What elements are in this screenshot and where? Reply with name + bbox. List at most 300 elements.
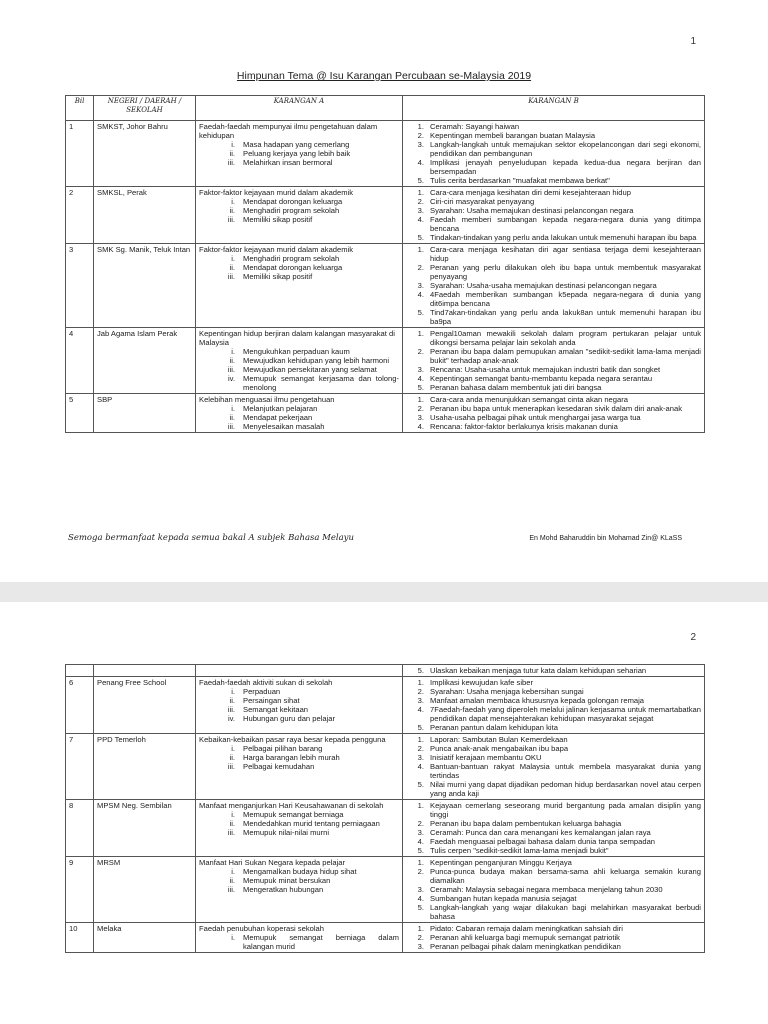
karangan-b-cell [403, 800, 705, 857]
point-text: Mendedahkan murid tentang perniagaan [243, 819, 380, 828]
table-row [66, 187, 705, 244]
header-karangan-b: KARANGAN B [403, 96, 705, 121]
point-numeral: iii. [227, 705, 235, 714]
topic-number: 5. [417, 846, 424, 855]
topic-number: 1. [417, 122, 424, 131]
table-row [66, 734, 705, 800]
topic-number: 4. [417, 762, 424, 771]
karangan-b-topic [406, 828, 701, 837]
header-school: NEGERI / DAERAH / SEKOLAH [94, 96, 196, 121]
karangan-a-point [209, 413, 399, 422]
karangan-b-cell [403, 923, 705, 953]
karangan-a-cell [196, 121, 403, 187]
karangan-a-points [199, 254, 399, 281]
row-number: 5 [66, 394, 94, 433]
topic-text: Ceramah: Sayangi haiwan [430, 122, 520, 131]
karangan-b-topic [406, 894, 701, 903]
karangan-b-topic [406, 197, 701, 206]
karangan-b-topic [406, 140, 701, 158]
karangan-a-topic: Kelebihan menguasai ilmu pengetahuan [199, 395, 335, 404]
topic-number: 2. [417, 131, 424, 140]
karangan-b-topic [406, 263, 701, 281]
karangan-a-point [209, 404, 399, 413]
karangan-b-topic [406, 188, 701, 197]
karangan-b-topic [406, 678, 701, 687]
karangan-b-topic [406, 308, 701, 326]
topic-text: Tulis cerpen "sedikit-sedikit lama-lama menjadi bukit" [430, 846, 609, 855]
karangan-b-topic [406, 903, 701, 921]
topic-number: 2. [417, 404, 424, 413]
karangan-a-point [209, 140, 399, 149]
point-numeral: i. [231, 197, 235, 206]
table-row [66, 800, 705, 857]
karangan-a-cell [196, 857, 403, 923]
topic-number: 5. [417, 308, 424, 317]
point-text: Memupuk semangat berniaga dalam kalangan murid [243, 933, 399, 951]
karangan-b-topic [406, 744, 701, 753]
topic-text: Syarahan: Usaha menjaga kebersihan sungai [430, 687, 584, 696]
topic-number: 4. [417, 837, 424, 846]
karangan-b-topic [406, 753, 701, 762]
karangan-a-cell [196, 677, 403, 734]
karangan-b-cell [403, 394, 705, 433]
school-name: SBP [94, 394, 196, 433]
karangan-b-topic [406, 885, 701, 894]
point-text: Memiliki sikap positif [243, 215, 313, 224]
school-name: Penang Free School [94, 677, 196, 734]
karangan-a-point [209, 356, 399, 365]
karangan-b-topic [406, 158, 701, 176]
point-text: Menghadiri program sekolah [243, 254, 340, 263]
karangan-a-points [199, 140, 399, 167]
table-row [66, 857, 705, 923]
topic-text: Peranan ibu bapa dalam pemupukan amalan "sedikit-sedikit lama-lama menjadi bukit" terhadap anak-anak [430, 347, 701, 365]
topic-number: 3. [417, 281, 424, 290]
topic-text: Peranan pelbagai pihak dalam meningkatkan pendidikan [430, 942, 621, 951]
topic-number: 4. [417, 290, 424, 299]
karangan-b-topic [406, 206, 701, 215]
karangan-b-cell [403, 677, 705, 734]
topic-number: 1. [417, 924, 424, 933]
point-text: Semangat kekitaan [243, 705, 309, 714]
karangan-b-topic [406, 858, 701, 867]
topic-number: 5. [417, 903, 424, 912]
point-text: Memiliki sikap positif [243, 272, 313, 281]
point-numeral: iii. [227, 762, 235, 771]
school-name [94, 665, 196, 677]
karangan-a-points [199, 933, 399, 951]
topic-number: 1. [417, 678, 424, 687]
karangan-b-topic [406, 245, 701, 263]
table-row [66, 121, 705, 187]
topic-text: Nilai murni yang dapat dijadikan pedoman hidup berdasarkan novel atau cerpen yang anda kaji [430, 780, 701, 798]
row-number: 2 [66, 187, 94, 244]
author-credit: En Mohd Baharuddin bin Mohamad Zin@ KLaSS [529, 535, 682, 542]
karangan-b-cell [403, 665, 705, 677]
topic-number: 2. [417, 744, 424, 753]
karangan-a-points [199, 404, 399, 431]
point-numeral: ii. [229, 206, 235, 215]
topic-number: 5. [417, 780, 424, 789]
karangan-b-topics [406, 858, 701, 921]
topic-text: Ulaskan kebaikan menjaga tutur kata dalam kehidupan seharian [430, 666, 647, 675]
karangan-a-point [209, 744, 399, 753]
karangan-a-cell [196, 394, 403, 433]
point-text: Mendapat dorongan keluarga [243, 197, 343, 206]
point-text: Memupuk minat bersukan [243, 876, 331, 885]
point-text: Mengeratkan hubungan [243, 885, 324, 894]
point-numeral: iii. [227, 828, 235, 837]
topic-number: 4. [417, 894, 424, 903]
karangan-a-points [199, 810, 399, 837]
point-text: Menghadiri program sekolah [243, 206, 340, 215]
karangan-a-point [209, 810, 399, 819]
topic-number: 2. [417, 687, 424, 696]
topic-text: Sumbangan hutan kepada manusia sejagat [430, 894, 577, 903]
topic-text: Laporan: Sambutan Bulan Kemerdekaan [430, 735, 568, 744]
karangan-a-cell [196, 800, 403, 857]
topic-text: Manfaat amalan membaca khususnya kepada golongan remaja [430, 696, 645, 705]
topic-text: Inisiatif kerajaan membantu OKU [430, 753, 542, 762]
point-text: Mengamalkan budaya hidup sihat [243, 867, 357, 876]
topic-number: 4. [417, 374, 424, 383]
point-numeral: ii. [229, 753, 235, 762]
topic-text: Kepentingan penganjuran Minggu Kerjaya [430, 858, 572, 867]
point-numeral: iv. [227, 374, 235, 383]
topic-number: 1. [417, 395, 424, 404]
karangan-a-point [209, 365, 399, 374]
topic-number: 5. [417, 666, 424, 675]
point-text: Melahirkan insan bermoral [243, 158, 333, 167]
topic-number: 1. [417, 188, 424, 197]
topic-number: 5. [417, 233, 424, 242]
karangan-a-point [209, 696, 399, 705]
karangan-b-cell [403, 734, 705, 800]
topic-number: 1. [417, 329, 424, 338]
karangan-a-topic: Faedah-faedah mempunyai ilmu pengetahuan dalam kehidupan [199, 122, 378, 140]
karangan-a-point [209, 263, 399, 272]
topic-text: 4Faedah memberikan sumbangan k5epada negara-negara di dunia yang dit6impa bencana [430, 290, 701, 308]
topic-text: Peranan bahasa dalam membentuk jati diri bangsa [430, 383, 602, 392]
karangan-b-cell [403, 121, 705, 187]
karangan-b-topics [406, 122, 701, 185]
topic-number: 2. [417, 197, 424, 206]
table-row [66, 328, 705, 394]
school-name: Melaka [94, 923, 196, 953]
karangan-b-topic [406, 723, 701, 732]
karangan-a-point [209, 687, 399, 696]
topic-text: Tulis cerita berdasarkan "muafakat membawa berkat" [430, 176, 610, 185]
topic-text: Pengal10aman mewakili sekolah dalam program pertukaran pelajar untuk dikongsi bersama pelajar lain sekolah anda [430, 329, 701, 347]
table-row [66, 394, 705, 433]
karangan-b-topics [406, 801, 701, 855]
document-title: Himpunan Tema @ Isu Karangan Percubaan se-Malaysia 2019 [236, 70, 532, 82]
topic-number: 3. [417, 140, 424, 149]
karangan-a-points [199, 744, 399, 771]
karangan-a-cell [196, 244, 403, 328]
theme-table [65, 95, 705, 433]
karangan-b-topic [406, 837, 701, 846]
karangan-b-topic [406, 233, 701, 242]
row-number: 9 [66, 857, 94, 923]
karangan-a-point [209, 374, 399, 392]
karangan-b-topic [406, 329, 701, 347]
topic-text: Cara-cara menjaga kesihatan diri demi kesejahteraan hidup [430, 188, 631, 197]
karangan-a-point [209, 705, 399, 714]
point-numeral: iii. [227, 885, 235, 894]
karangan-a-point [209, 828, 399, 837]
karangan-a-topic: Faktor-faktor kejayaan murid dalam akademik [199, 245, 354, 254]
point-numeral: i. [231, 687, 235, 696]
school-name: SMKSL, Perak [94, 187, 196, 244]
row-number: 7 [66, 734, 94, 800]
topic-number: 3. [417, 885, 424, 894]
theme-table-continued [65, 664, 705, 953]
karangan-a-topic: Faedah-faedah aktiviti sukan di sekolah [199, 678, 333, 687]
topic-number: 3. [417, 696, 424, 705]
topic-number: 2. [417, 347, 424, 356]
point-text: Pelbagai kemudahan [243, 762, 315, 771]
topic-number: 3. [417, 942, 424, 951]
karangan-a-point [209, 272, 399, 281]
topic-number: 2. [417, 819, 424, 828]
topic-text: Kepentingan semangat bantu-membantu kepada negara serantau [430, 374, 653, 383]
karangan-b-topics [406, 245, 701, 326]
point-numeral: ii. [229, 263, 235, 272]
point-text: Menyelesaikan masalah [243, 422, 325, 431]
point-numeral: iii. [227, 272, 235, 281]
topic-text: Tind7akan-tindakan yang perlu anda lakuk8an untuk memenuhi harapan ibu ba9pa [430, 308, 701, 326]
point-text: Masa hadapan yang cemerlang [243, 140, 350, 149]
karangan-b-topic [406, 666, 701, 675]
point-numeral: ii. [229, 356, 235, 365]
karangan-a-point [209, 876, 399, 885]
point-text: Peluang kerjaya yang lebih baik [243, 149, 351, 158]
karangan-a-point [209, 867, 399, 876]
karangan-b-topic [406, 933, 701, 942]
page-number: 2 [690, 632, 696, 643]
point-text: Memupuk semangat berniaga [243, 810, 344, 819]
karangan-a-cell [196, 328, 403, 394]
topic-text: Punca anak-anak mengabaikan ibu bapa [430, 744, 569, 753]
topic-number: 3. [417, 413, 424, 422]
school-name: SMK Sg. Manik, Teluk Intan [94, 244, 196, 328]
point-numeral: i. [231, 933, 235, 942]
topic-number: 3. [417, 753, 424, 762]
point-numeral: iii. [227, 422, 235, 431]
karangan-b-topic [406, 215, 701, 233]
karangan-a-points [199, 867, 399, 894]
karangan-b-topic [406, 801, 701, 819]
point-numeral: iii. [227, 215, 235, 224]
header-karangan-a: KARANGAN A [196, 96, 403, 121]
topic-number: 3. [417, 206, 424, 215]
karangan-a-point [209, 933, 399, 951]
topic-text: Peranan ibu bapa dalam pembentukan keluarga bahagia [430, 819, 622, 828]
document-page-2 [0, 602, 768, 1024]
karangan-a-point [209, 149, 399, 158]
karangan-a-topic: Kebaikan-kebaikan pasar raya besar kepada pengguna [199, 735, 386, 744]
karangan-a-point [209, 885, 399, 894]
karangan-a-topic: Manfaat Hari Sukan Negara kepada pelajar [199, 858, 346, 867]
school-name: PPD Temerloh [94, 734, 196, 800]
topic-text: Pidato: Cabaran remaja dalam meningkatkan sahsiah diri [430, 924, 623, 933]
topic-number: 4. [417, 158, 424, 167]
karangan-b-topic [406, 780, 701, 798]
topic-text: Langkah-langkah yang wajar dilakukan bagi melahirkan masyarakat berbudi bahasa [430, 903, 701, 921]
karangan-b-topic [406, 687, 701, 696]
point-text: Mendapat dorongan keluarga [243, 263, 343, 272]
topic-text: Usaha-usaha pelbagai pihak untuk menghargai jasa warga tua [430, 413, 641, 422]
karangan-a-topic: Kepentingan hidup berjiran dalam kalangan masyarakat di Malaysia [199, 329, 395, 347]
karangan-b-topic [406, 365, 701, 374]
table-row [66, 923, 705, 953]
topic-number: 3. [417, 365, 424, 374]
karangan-b-topic [406, 413, 701, 422]
point-text: Memupuk nilai-nilai murni [243, 828, 330, 837]
point-text: Persaingan sihat [243, 696, 300, 705]
karangan-b-topics [406, 678, 701, 732]
topic-number: 4. [417, 422, 424, 431]
topic-number: 5. [417, 723, 424, 732]
topic-number: 4. [417, 215, 424, 224]
point-text: Pelbagai pilihan barang [243, 744, 323, 753]
topic-text: Cara-cara anda menunjukkan semangat cinta akan negara [430, 395, 628, 404]
topic-text: Peranan yang perlu dilakukan oleh ibu bapa untuk membentuk masyarakat penyayang [430, 263, 701, 281]
karangan-b-topics [406, 329, 701, 392]
karangan-b-cell [403, 187, 705, 244]
karangan-b-topic [406, 846, 701, 855]
point-text: Melanjutkan pelajaran [243, 404, 318, 413]
karangan-a-point [209, 422, 399, 431]
karangan-b-topic [406, 347, 701, 365]
karangan-a-point [209, 762, 399, 771]
point-numeral: ii. [229, 413, 235, 422]
karangan-a-cell [196, 734, 403, 800]
page-number: 1 [690, 36, 696, 47]
topic-text: Syarahan: Usaha memajukan destinasi pelancongan negara [430, 206, 634, 215]
topic-text: Peranan ahli keluarga bagi memupuk semangat patriotik [430, 933, 620, 942]
point-numeral: i. [231, 347, 235, 356]
table-row [66, 665, 705, 677]
school-name: Jab Agama Islam Perak [94, 328, 196, 394]
topic-text: Kepentingan membeli barangan buatan Malaysia [430, 131, 596, 140]
topic-text: Implikasi kewujudan kafe siber [430, 678, 533, 687]
karangan-b-cell [403, 857, 705, 923]
topic-text: Cara-cara menjaga kesihatan diri agar sentiasa terjaga demi kesejahteraan hidup [430, 245, 701, 263]
point-text: Perpaduan [243, 687, 281, 696]
karangan-b-topic [406, 696, 701, 705]
topic-text: Punca-punca budaya makan bersama-sama ahli keluarga semakin kurang diamalkan [430, 867, 701, 885]
karangan-b-topics [406, 666, 701, 675]
karangan-a-point [209, 158, 399, 167]
topic-text: Implikasi jenayah penyeludupan kepada kedua-dua negara berjiran dan bersempadan [430, 158, 701, 176]
point-text: Mendapat pekerjaan [243, 413, 313, 422]
karangan-a-topic: Faktor-faktor kejayaan murid dalam akademik [199, 188, 354, 197]
karangan-a-cell [196, 923, 403, 953]
karangan-b-topic [406, 404, 701, 413]
table-header-row [66, 96, 705, 121]
row-number: 6 [66, 677, 94, 734]
row-number: 4 [66, 328, 94, 394]
karangan-a-point [209, 753, 399, 762]
karangan-b-topic [406, 867, 701, 885]
karangan-a-cell [196, 187, 403, 244]
topic-text: Langkah-langkah untuk memajukan sektor ekopelancongan dari segi ekonomi, pendidikan dan pembangunan [430, 140, 701, 158]
row-number: 8 [66, 800, 94, 857]
karangan-b-topic [406, 735, 701, 744]
topic-text: Ceramah: Punca dan cara menangani kes kemalangan jalan raya [430, 828, 651, 837]
row-number: 1 [66, 121, 94, 187]
topic-text: Rencana: faktor-faktor berlakunya krisis makanan dunia [430, 422, 618, 431]
row-number: 3 [66, 244, 94, 328]
karangan-b-topics [406, 188, 701, 242]
point-numeral: ii. [229, 876, 235, 885]
topic-number: 1. [417, 858, 424, 867]
karangan-b-topic [406, 705, 701, 723]
point-text: Mewujudkan persekitaran yang selamat [243, 365, 377, 374]
table-body [66, 121, 705, 433]
karangan-a-points [199, 347, 399, 392]
karangan-a-point [209, 714, 399, 723]
closing-note: Semoga bermanfaat kepada semua bakal A subjek Bahasa Melayu [68, 533, 354, 543]
karangan-a-point [209, 197, 399, 206]
karangan-b-topic [406, 422, 701, 431]
table-body [66, 665, 705, 953]
topic-number: 5. [417, 383, 424, 392]
karangan-b-topics [406, 395, 701, 431]
table-row [66, 677, 705, 734]
topic-text: Kejayaan cemerlang seseorang murid bergantung pada amalan disiplin yang tinggi [430, 801, 701, 819]
karangan-a-point [209, 347, 399, 356]
row-number [66, 665, 94, 677]
karangan-a-points [199, 687, 399, 723]
topic-text: Bantuan-bantuan rakyat Malaysia untuk membela masyarakat dunia yang tertindas [430, 762, 701, 780]
karangan-b-cell [403, 328, 705, 394]
point-numeral: i. [231, 254, 235, 263]
topic-number: 2. [417, 263, 424, 272]
karangan-b-topics [406, 735, 701, 798]
point-numeral: i. [231, 744, 235, 753]
header-bil: Bil [66, 96, 94, 121]
topic-text: Rencana: Usaha-usaha untuk memajukan industri batik dan songket [430, 365, 661, 374]
karangan-b-topic [406, 819, 701, 828]
point-numeral: i. [231, 404, 235, 413]
karangan-a-cell [196, 665, 403, 677]
table-row [66, 244, 705, 328]
karangan-a-point [209, 215, 399, 224]
karangan-a-point [209, 819, 399, 828]
point-text: Memupuk semangat kerjasama dan tolong-menolong [243, 374, 399, 392]
karangan-a-topic: Faedah penubuhan koperasi sekolah [199, 924, 324, 933]
karangan-b-topic [406, 122, 701, 131]
topic-number: 3. [417, 828, 424, 837]
point-text: Mengukuhkan perpaduan kaum [243, 347, 350, 356]
topic-number: 1. [417, 735, 424, 744]
topic-text: 7Faedah-faedah yang diperoleh melalui jalinan kerjasama untuk memartabatkan pendidikan dapat mensejahterakan kehidupan masyarakat sejagat [430, 705, 701, 723]
point-text: Mewujudkan kehidupan yang lebih harmoni [243, 356, 390, 365]
point-numeral: ii. [229, 819, 235, 828]
topic-text: Faedah menguasai pelbagai bahasa dalam dunia tanpa sempadan [430, 837, 656, 846]
topic-text: Faedah memberi sumbangan kepada negara-negara dunia yang ditimpa bencana [430, 215, 701, 233]
karangan-a-topic: Manfaat menganjurkan Hari Keusahawanan di sekolah [199, 801, 384, 810]
point-numeral: iv. [227, 714, 235, 723]
topic-number: 5. [417, 176, 424, 185]
topic-number: 1. [417, 245, 424, 254]
school-name: MRSM [94, 857, 196, 923]
topic-text: Ciri-ciri masyarakat penyayang [430, 197, 535, 206]
school-name: MPSM Neg. Sembilan [94, 800, 196, 857]
